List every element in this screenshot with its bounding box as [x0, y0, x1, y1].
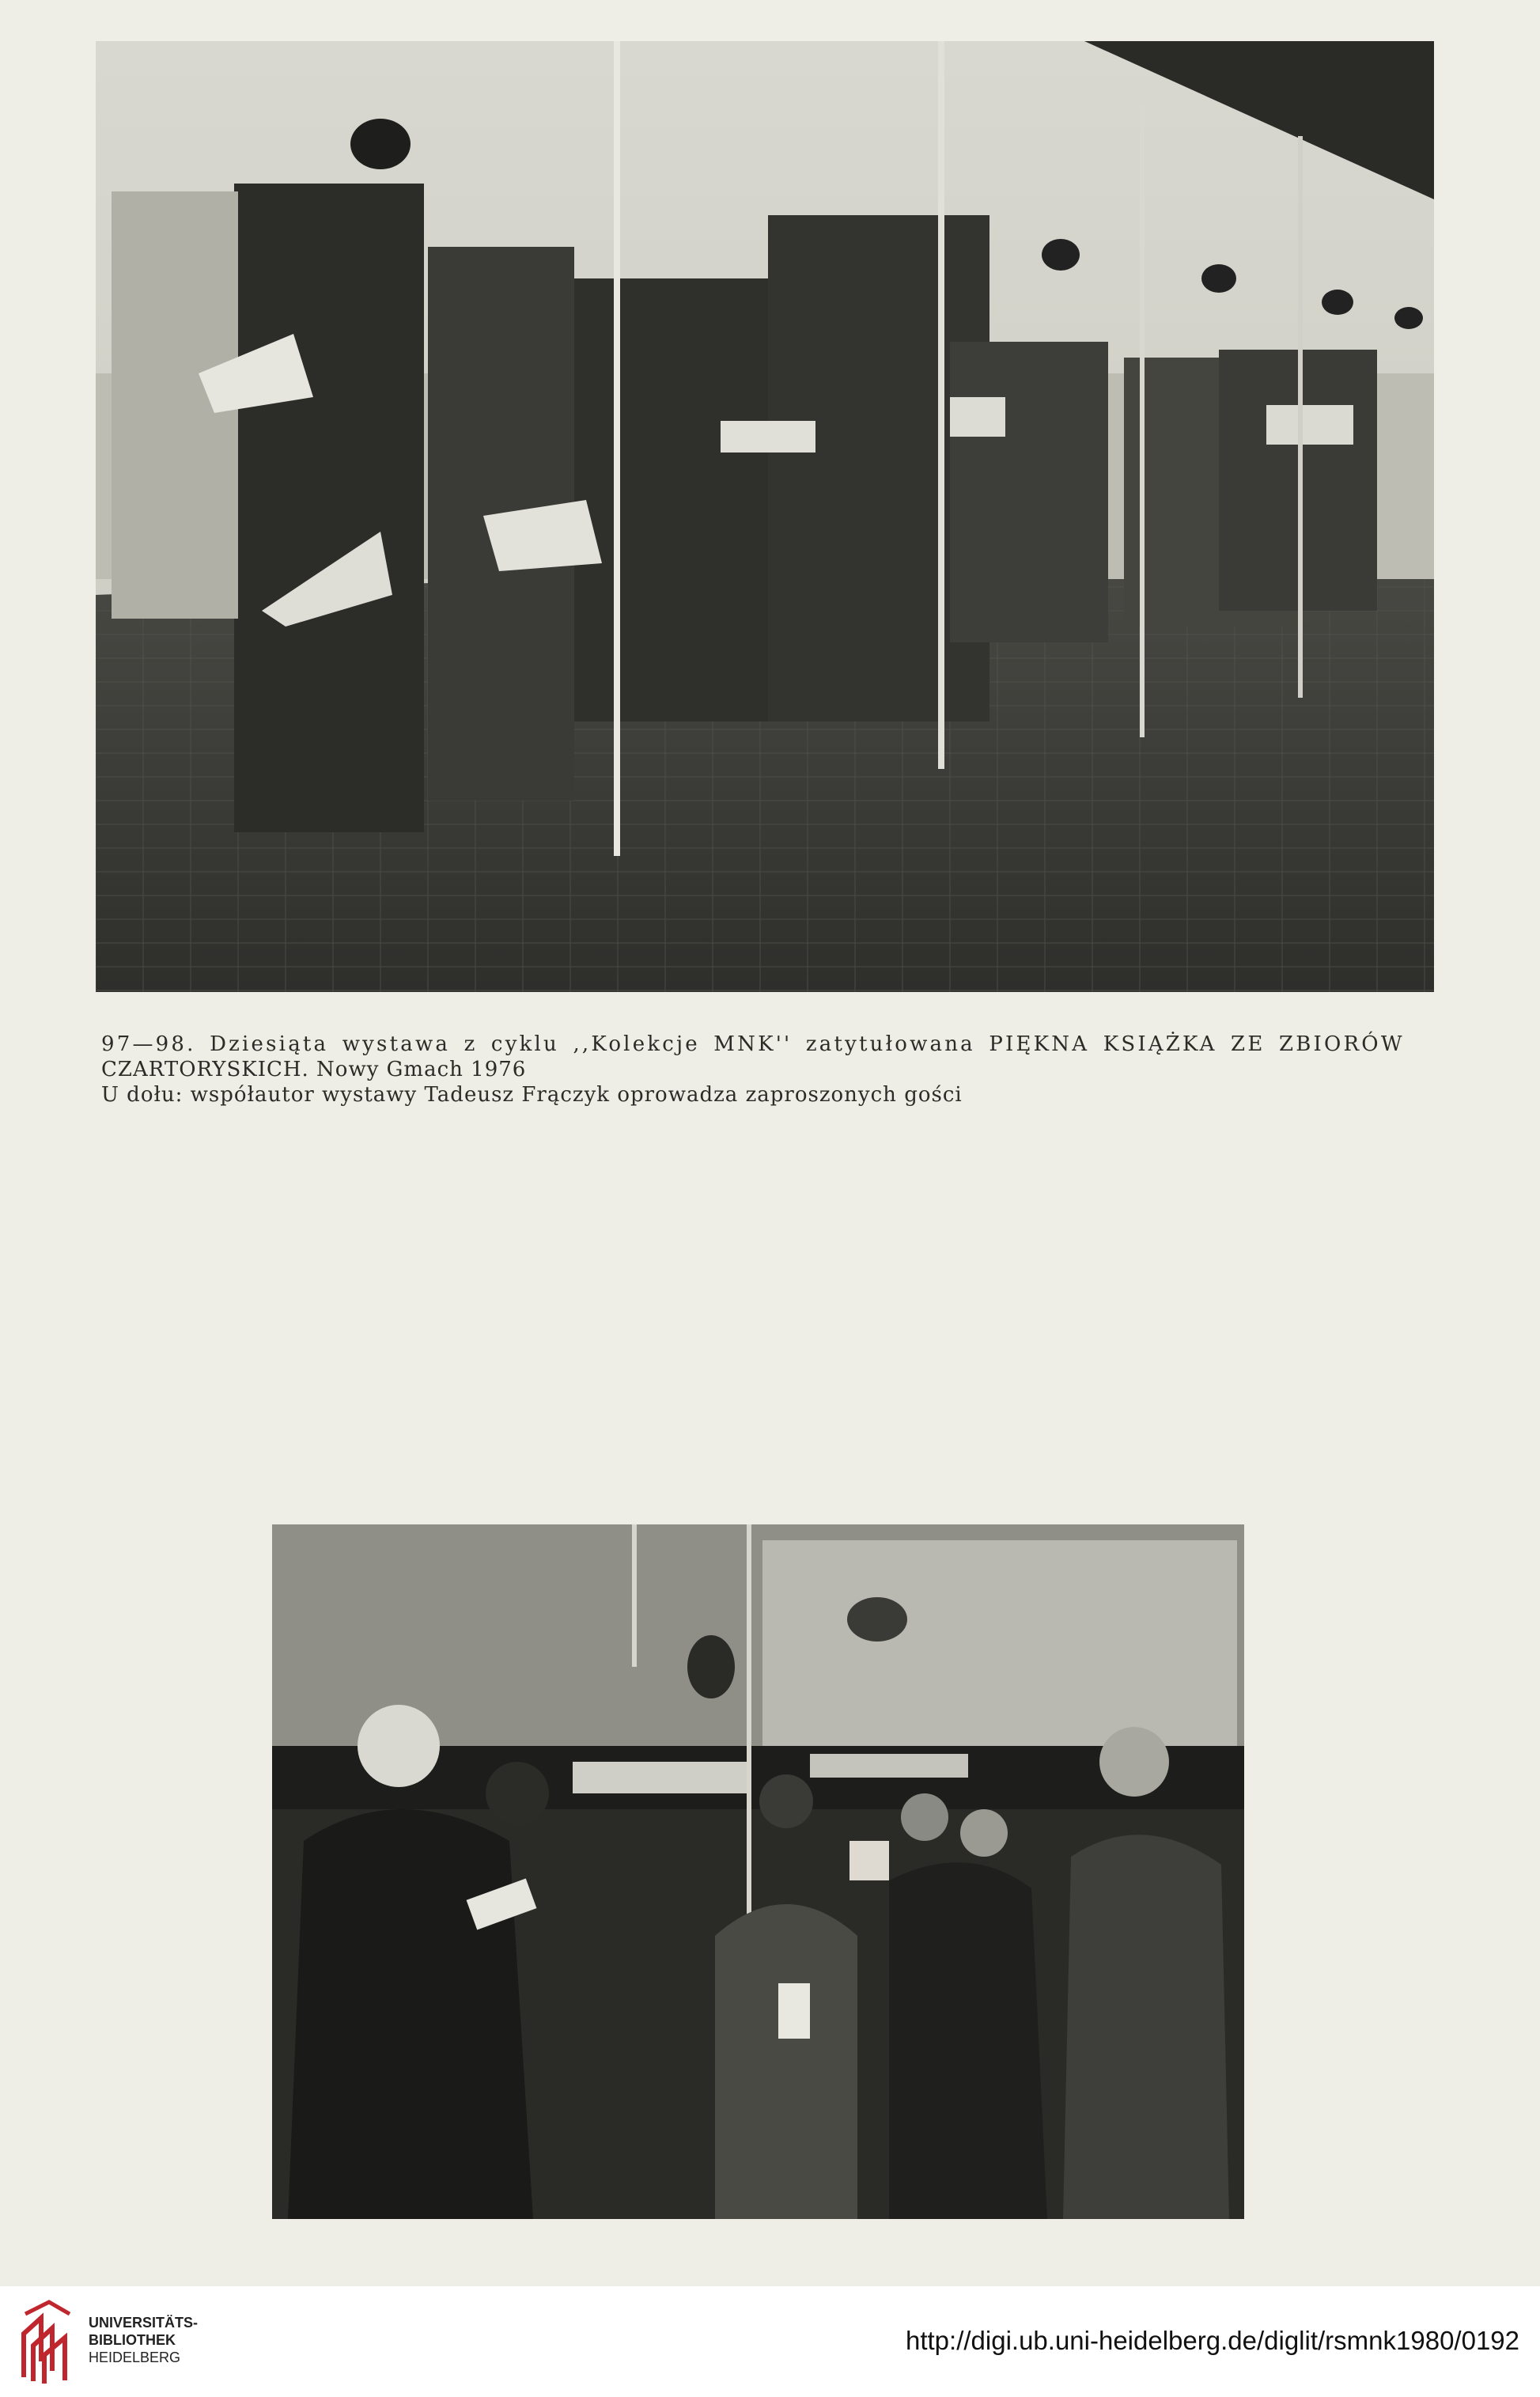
logo-line-3: HEIDELBERG	[89, 2350, 181, 2365]
exhibition-hall-image	[96, 41, 1434, 992]
logo-wordmark	[89, 2314, 198, 2366]
exhibition-hall-photo	[96, 41, 1434, 992]
logo-line-1: UNIVERSITÄTS-	[89, 2315, 199, 2331]
logo-emblem-icon	[17, 2298, 74, 2385]
guided-tour-image	[272, 1524, 1244, 2219]
logo-line-2: BIBLIOTHEK	[89, 2332, 176, 2348]
caption-line-3: U dołu: współautor wystawy Tadeusz Frączyk oprowadza zaproszonych gości	[101, 1083, 963, 1107]
photo-caption	[101, 1032, 1405, 1108]
caption-line-1: 97—98. Dziesiąta wystawa z cyklu ,,Kolekcje MNK'' zatytułowana PIĘKNA KSIĄŻKA ZE ZBIORÓW	[101, 1032, 1405, 1056]
caption-line-2: CZARTORYSKICH. Nowy Gmach 1976	[101, 1058, 527, 1081]
guided-tour-photo	[272, 1524, 1244, 2219]
permalink-url[interactable]: http://digi.ub.uni-heidelberg.de/diglit/rsmnk1980/0192	[905, 2326, 1519, 2355]
university-library-logo-icon[interactable]	[17, 2298, 74, 2385]
